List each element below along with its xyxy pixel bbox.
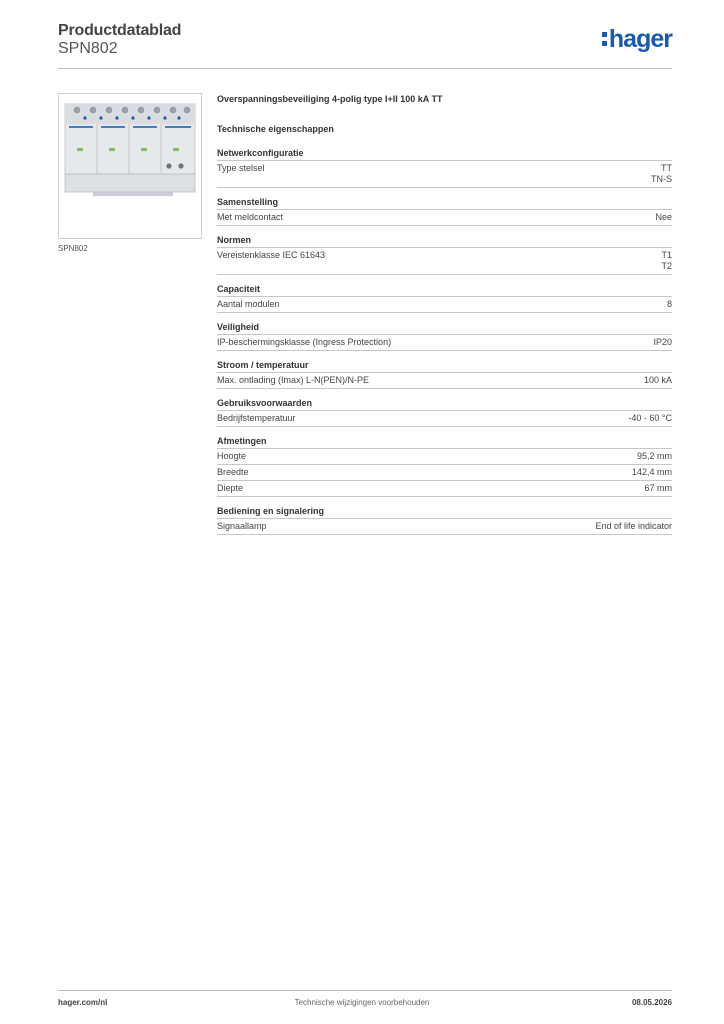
spec-label: Vereistenklasse IEC 61643 <box>217 250 326 260</box>
spec-label: Signaallamp <box>217 521 267 531</box>
spec-row <box>217 161 672 188</box>
spec-value <box>637 451 672 462</box>
spec-value-line: IP20 <box>653 337 672 347</box>
spec-row <box>217 481 672 497</box>
specifications <box>217 94 672 544</box>
spec-group-title: Normen <box>217 235 672 248</box>
spec-value-line: -40 - 60 °C <box>628 413 672 423</box>
spec-label: Max. ontlading (Imax) L-N(PEN)/N-PE <box>217 375 370 385</box>
spec-label: IP-beschermingsklasse (Ingress Protection) <box>217 337 392 347</box>
spec-value <box>661 250 672 272</box>
spec-value <box>595 521 672 532</box>
spec-group-title: Bediening en signalering <box>217 506 672 519</box>
spec-row <box>217 449 672 465</box>
surge-protector-device-image <box>59 94 201 238</box>
spec-value-line: 8 <box>666 299 672 309</box>
page-header <box>58 20 672 70</box>
spec-value-line: 142,4 mm <box>631 467 672 477</box>
spec-group-samenstelling <box>217 197 672 226</box>
logo-text: hager <box>608 25 672 53</box>
spec-row <box>217 335 672 351</box>
spec-group-bediening-signalering <box>217 506 672 535</box>
spec-group-normen <box>217 235 672 275</box>
spec-row <box>217 411 672 427</box>
spec-group-gebruiksvoorwaarden <box>217 398 672 427</box>
hager-logo[interactable] <box>602 26 672 52</box>
spec-group-title: Samenstelling <box>217 197 672 210</box>
spec-row <box>217 210 672 226</box>
header-divider <box>58 68 672 69</box>
footer-divider <box>58 990 672 991</box>
spec-value-line: 95,2 mm <box>636 451 672 461</box>
spec-group-title: Stroom / temperatuur <box>217 360 672 373</box>
footer-website-link[interactable]: hager.com/nl <box>58 998 108 1007</box>
spec-group-veiligheid <box>217 322 672 351</box>
spec-label: Aantal modulen <box>217 299 280 309</box>
spec-group-stroom-temperatuur <box>217 360 672 389</box>
spec-row <box>217 248 672 275</box>
spec-value-line: TN-S <box>651 174 672 184</box>
spec-label: Hoogte <box>217 451 247 461</box>
footer-disclaimer: Technische wijzigingen voorbehouden <box>294 998 430 1007</box>
spec-label: Diepte <box>217 483 244 493</box>
spec-row <box>217 519 672 535</box>
document-title: Productdatablad <box>58 22 182 39</box>
spec-label: Breedte <box>217 467 249 477</box>
spec-group-netwerkconfiguratie <box>217 148 672 188</box>
spec-label: Met meldcontact <box>217 212 284 222</box>
spec-value <box>644 483 672 494</box>
spec-value-line: 100 kA <box>643 375 672 385</box>
spec-value-line: TT <box>661 163 672 173</box>
spec-row <box>217 297 672 313</box>
spec-value <box>653 337 672 348</box>
product-code-heading: SPN802 <box>58 40 118 57</box>
spec-value <box>628 413 672 424</box>
spec-group-title: Veiligheid <box>217 322 672 335</box>
spec-value <box>655 212 672 223</box>
spec-value <box>667 299 672 310</box>
spec-value-line: Nee <box>655 212 672 222</box>
spec-value-line: T2 <box>661 261 672 271</box>
spec-value <box>644 375 672 386</box>
spec-value <box>632 467 672 478</box>
spec-value-line: End of life indicator <box>595 521 672 531</box>
spec-row <box>217 373 672 389</box>
spec-row <box>217 465 672 481</box>
logo-dots-icon <box>602 32 607 46</box>
product-image-caption: SPN802 <box>58 244 88 253</box>
spec-value <box>651 163 672 185</box>
spec-group-title: Afmetingen <box>217 436 672 449</box>
product-image <box>58 93 202 239</box>
footer-date: 08.05.2026 <box>631 998 672 1007</box>
spec-group-title: Capaciteit <box>217 284 672 297</box>
spec-group-capaciteit <box>217 284 672 313</box>
spec-label: Type stelsel <box>217 163 265 173</box>
technical-properties-heading: Technische eigenschappen <box>217 124 334 134</box>
spec-group-title: Gebruiksvoorwaarden <box>217 398 672 411</box>
spec-label: Bedrijfstemperatuur <box>217 413 296 423</box>
spec-value-line: 67 mm <box>644 483 672 493</box>
spec-group-title: Netwerkconfiguratie <box>217 148 672 161</box>
spec-group-afmetingen <box>217 436 672 497</box>
spec-value-line: T1 <box>661 250 672 260</box>
product-description: Overspanningsbeveiliging 4-polig type I+II 100 kA TT <box>217 94 443 104</box>
